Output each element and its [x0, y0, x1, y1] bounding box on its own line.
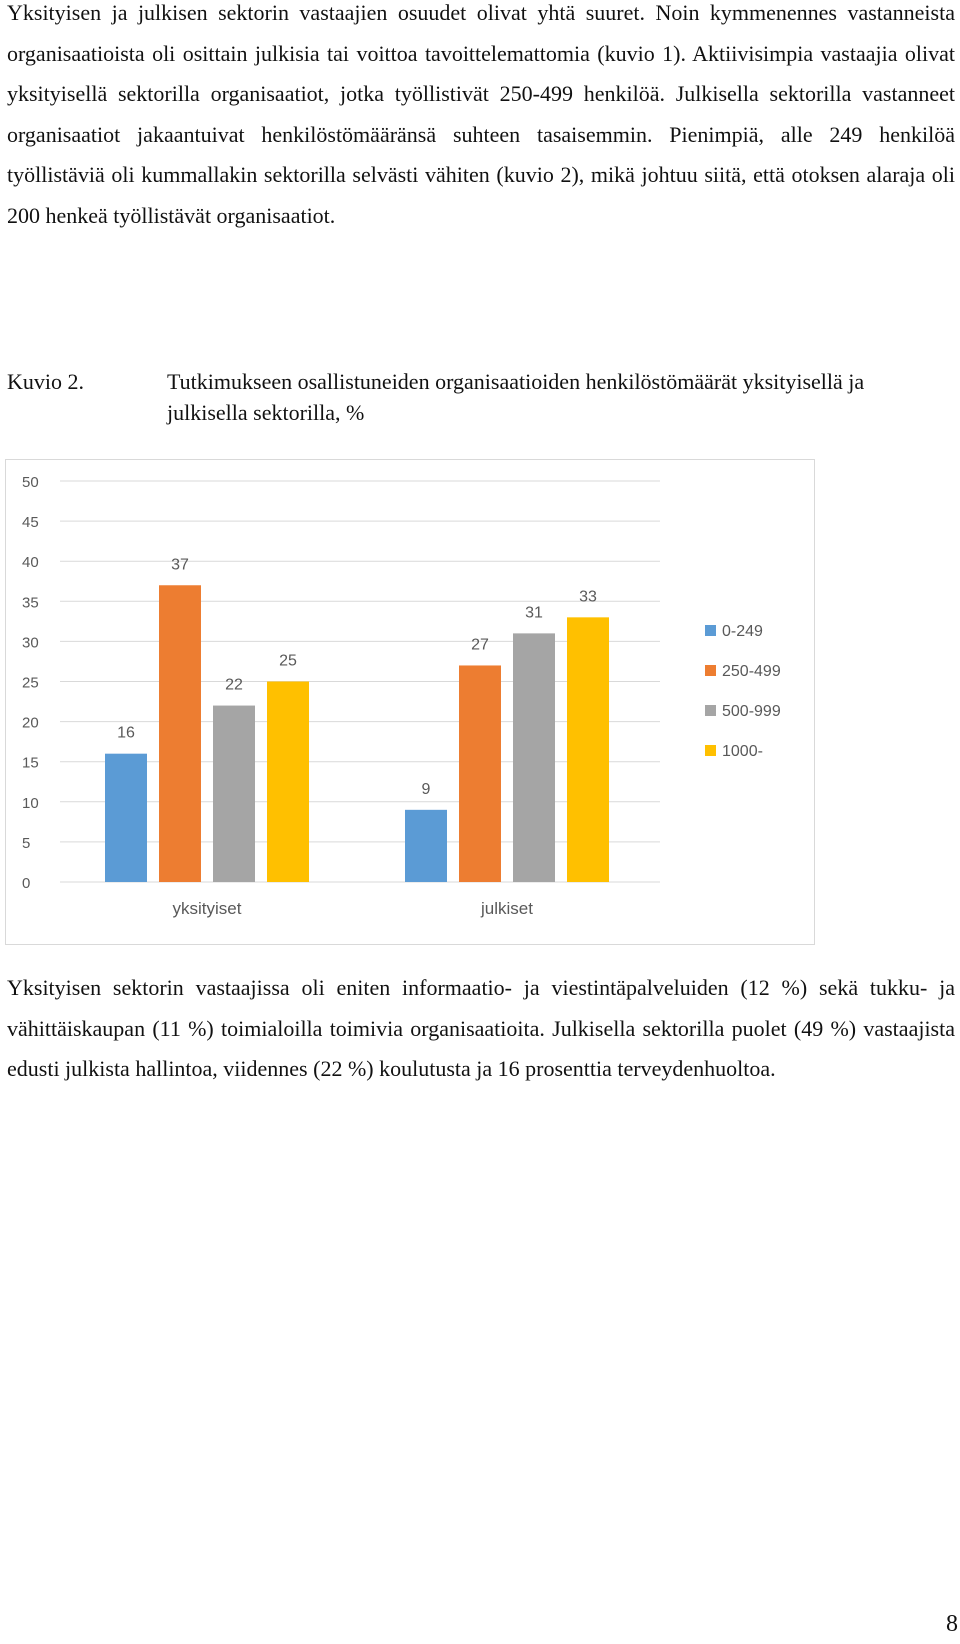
y-tick-label: 0 — [22, 875, 31, 892]
y-tick-label: 50 — [22, 474, 39, 491]
data-label: 16 — [117, 724, 135, 742]
data-label: 31 — [525, 604, 543, 622]
legend-label: 250-499 — [722, 663, 781, 680]
data-label: 9 — [421, 780, 431, 798]
figure-caption-text: Tutkimukseen osallistuneiden organisaatioiden henkilöstömäärät yksityisellä ja julkisella sektorilla, % — [167, 369, 865, 425]
figure-caption-label: Kuvio 2. — [7, 369, 84, 394]
body-paragraph-industries: Yksityisen sektorin vastaajissa oli eniten informaatio- ja viestintäpalveluiden (12 %) sekä tukku- ja vähittäiskaupan (11 %) toimialoilla toimivia organisaatioita. Julkisella sektorilla puolet (49 %) vastaajista edusti julkista hallintoa, viidennes (22 %) koulutusta ja 16 prosenttia terveydenhuoltoa. — [7, 975, 955, 1081]
data-label: 22 — [225, 676, 243, 694]
y-tick-label: 45 — [22, 514, 39, 532]
y-tick-label: 10 — [22, 794, 39, 812]
y-tick-label: 35 — [22, 594, 39, 612]
data-label: 33 — [579, 588, 597, 606]
data-label: 27 — [471, 636, 489, 654]
y-tick-label: 15 — [22, 754, 39, 772]
chart-frame — [5, 459, 815, 945]
y-tick-label: 5 — [22, 834, 31, 852]
y-tick-label: 25 — [22, 674, 39, 692]
x-category-label: julkiset — [481, 899, 533, 918]
data-label: 37 — [171, 556, 189, 574]
x-category-label: yksityiset — [172, 899, 242, 918]
legend-label: 0-249 — [722, 623, 763, 640]
page-number: 8 — [946, 1611, 958, 1637]
body-paragraph-intro: Yksityisen ja julkisen sektorin vastaajien osuudet olivat yhtä suuret. Noin kymmenennes vastanneista organisaatioista oli osittain julkisia tai voittoa tavoittelemattomia (kuvio 1). Aktiivisimpia vastaajia olivat yksityisellä sektorilla organisaatiot, jotka työllistivät 250-499 henkilöä. Julkisella sektorilla vastanneet organisaatiot jakaantuivat henkilöstömääränsä suhteen tasaisemmin. Pienimpiä, alle 249 henkilöä työllistäviä oli kummallakin sektorilla selvästi vähiten (kuvio 2), mikä johtuu siitä, että otoksen alaraja oli 200 henkeä työllistävät organisaatiot. — [7, 0, 955, 228]
y-tick-label: 30 — [22, 634, 39, 652]
data-label: 25 — [279, 652, 297, 670]
y-tick-label: 40 — [22, 554, 39, 572]
y-tick-label: 20 — [22, 714, 39, 732]
legend-label: 1000- — [722, 743, 763, 760]
legend-label: 500-999 — [722, 703, 781, 720]
